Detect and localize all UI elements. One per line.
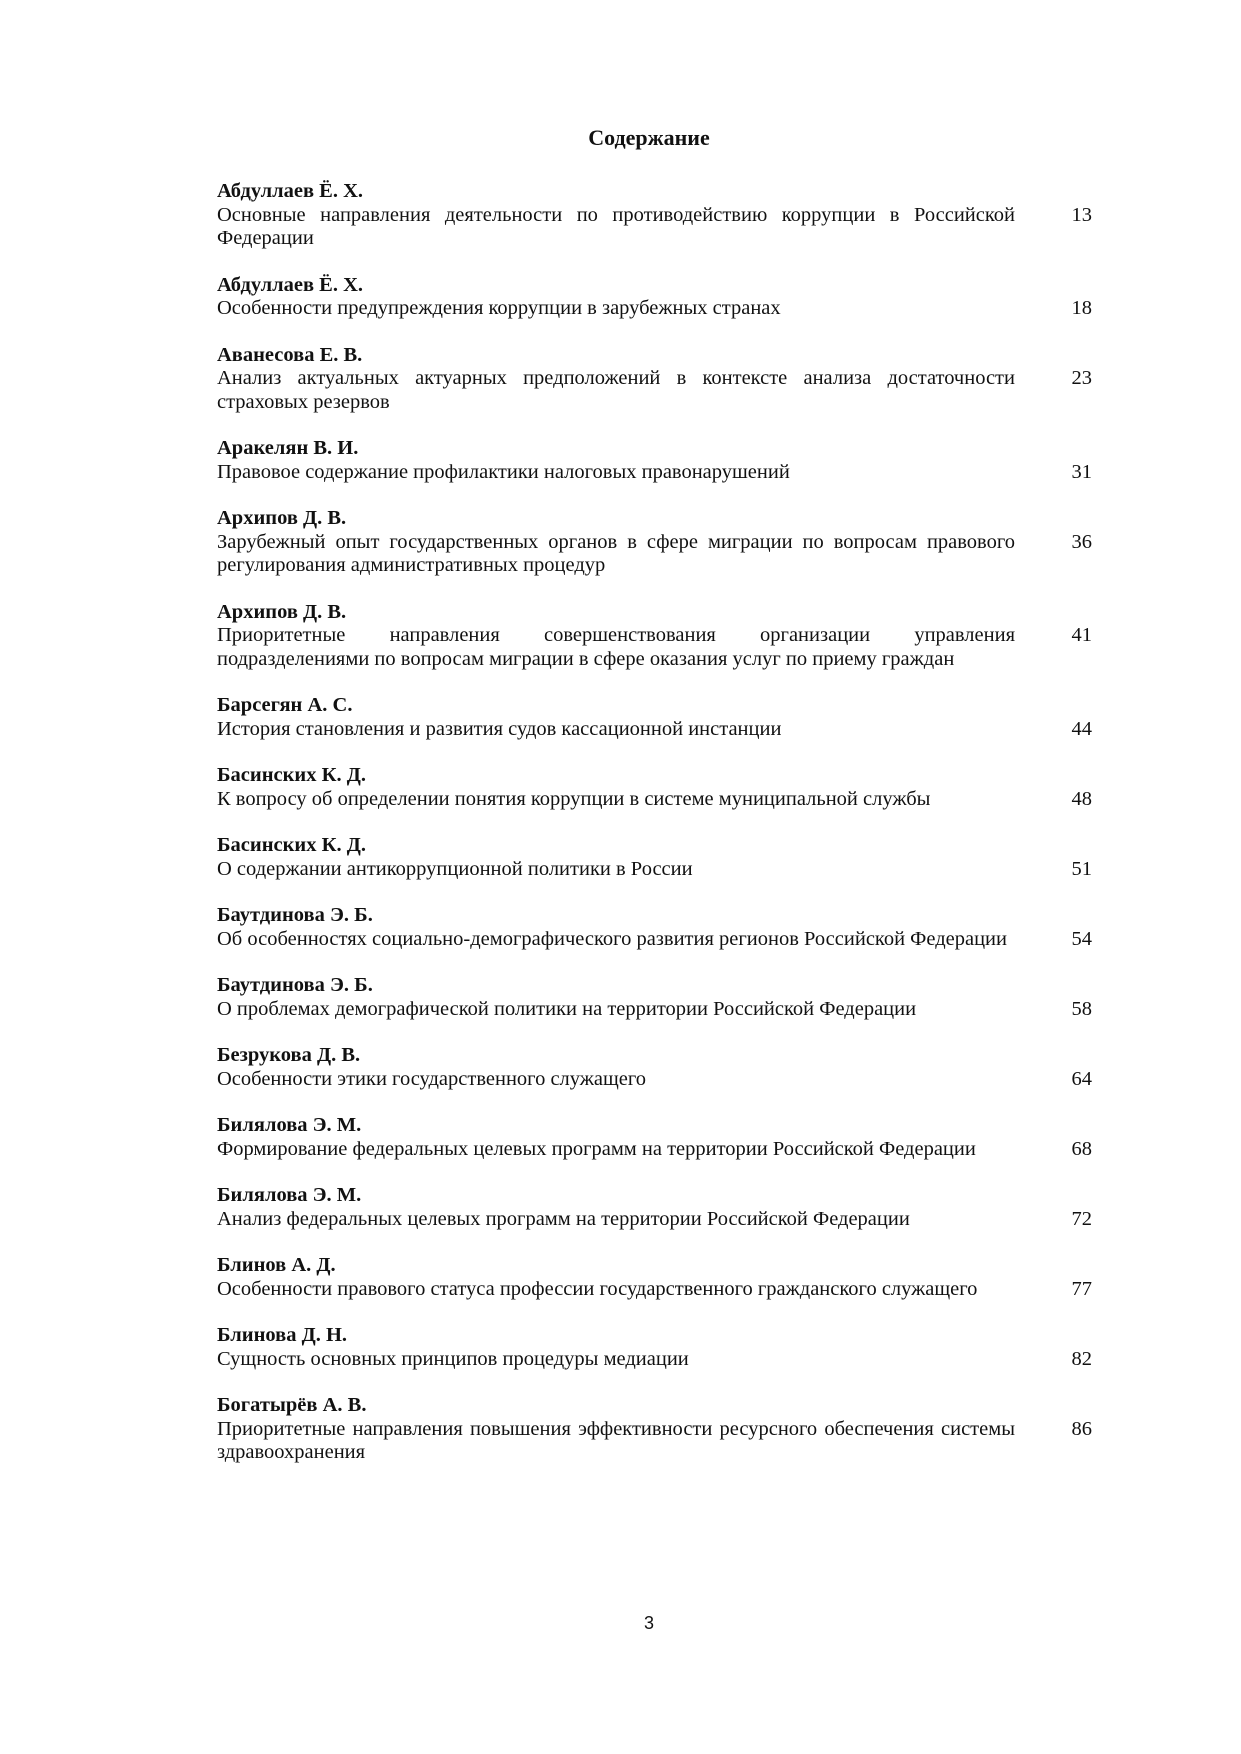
entry-title: О проблемах демографической политики на территории Российской Федерации — [217, 997, 917, 1020]
entry-author: Архипов Д. В. — [217, 507, 347, 529]
entry-author: Барсегян А. С. — [217, 694, 353, 716]
entry-author: Билялова Э. М. — [217, 1114, 362, 1136]
entry-author: Басинских К. Д. — [217, 764, 366, 786]
entry-page-number: 48 — [1071, 787, 1092, 810]
entry-author: Архипов Д. В. — [217, 600, 347, 623]
toc-entry — [217, 1114, 1092, 1161]
toc-entry — [217, 1394, 1092, 1465]
entry-page-number: 51 — [1071, 857, 1092, 880]
entry-page-number: 18 — [1071, 297, 1092, 319]
entry-title: Основные направления деятельности по противодействию коррупции в Российской Федерации — [217, 203, 1015, 249]
entry-title: Анализ актуальных актуарных предположений в контексте анализа достаточности страховых резервов — [217, 367, 1015, 413]
toc-entry — [217, 1184, 1092, 1231]
toc-entry — [217, 1044, 1092, 1091]
entry-title: Особенности правового статуса профессии государственного гражданского служащего — [217, 1277, 978, 1300]
entry-author: Баутдинова Э. Б. — [217, 974, 373, 996]
entry-title: Особенности этики государственного служащего — [217, 1067, 647, 1090]
toc-entry — [217, 507, 1092, 578]
entry-author: Баутдинова Э. Б. — [217, 904, 373, 926]
entry-page-number: 13 — [1071, 203, 1092, 226]
entry-title: Формирование федеральных целевых программ на территории Российской Федерации — [217, 1137, 976, 1160]
entry-author: Билялова Э. М. — [217, 1184, 362, 1206]
entry-title: Анализ федеральных целевых программ на территории Российской Федерации — [217, 1207, 910, 1230]
entry-page-number: 64 — [1071, 1067, 1092, 1090]
entry-page-number: 31 — [1071, 460, 1092, 483]
entry-author: Басинских К. Д. — [217, 834, 366, 856]
entry-author: Абдуллаев Ё. Х. — [217, 273, 364, 296]
entry-page-number: 86 — [1071, 1417, 1092, 1440]
toc-entry — [217, 694, 1092, 741]
entry-title: О содержании антикоррупционной политики в России — [217, 857, 693, 880]
toc-entry — [217, 974, 1092, 1021]
toc-entry — [217, 601, 1092, 672]
toc-entry — [217, 764, 1092, 811]
entry-page-number: 36 — [1071, 530, 1092, 553]
entry-author: Блинова Д. Н. — [217, 1324, 348, 1346]
toc-entry — [217, 904, 1092, 951]
entry-page-number: 54 — [1071, 927, 1092, 950]
entry-title: К вопросу об определении понятия коррупции в системе муниципальной службы — [217, 787, 931, 810]
entry-title: Приоритетные направления совершенствования организации управления подразделениями по вопросам миграции в сфере оказания услуг по приему граждан — [217, 624, 1015, 670]
entry-page-number: 23 — [1071, 367, 1092, 389]
entry-title: Зарубежный опыт государственных органов в сфере миграции по вопросам правового регулирования административных процедур — [217, 530, 1015, 576]
entry-title: Приоритетные направления повышения эффективности ресурсного обеспечения системы здравоохранения — [217, 1417, 1015, 1463]
entry-author: Аракелян В. И. — [217, 437, 359, 459]
page-title: Содержание — [588, 125, 710, 150]
entry-title: История становления и развития судов кассационной инстанции — [217, 717, 782, 740]
page-number-footer: 3 — [643, 1613, 654, 1633]
entry-author: Богатырёв А. В. — [217, 1394, 367, 1416]
entry-page-number: 82 — [1071, 1347, 1092, 1370]
toc-entry — [217, 344, 1092, 415]
entry-page-number: 77 — [1071, 1277, 1092, 1300]
entry-page-number: 41 — [1071, 624, 1092, 646]
entry-title: Правовое содержание профилактики налоговых правонарушений — [217, 460, 790, 483]
entry-author: Безрукова Д. В. — [217, 1044, 361, 1066]
entry-page-number: 68 — [1071, 1137, 1092, 1160]
toc-entry — [217, 1254, 1092, 1301]
toc-entry — [217, 437, 1092, 484]
toc-entry — [217, 274, 1092, 321]
toc-entry — [217, 834, 1092, 881]
entry-title: Особенности предупреждения коррупции в зарубежных странах — [217, 297, 781, 319]
entry-author: Абдуллаев Ё. Х. — [217, 180, 364, 202]
entry-title: Сущность основных принципов процедуры медиации — [217, 1347, 689, 1370]
entry-author: Аванесова Е. В. — [217, 343, 363, 366]
entry-page-number: 72 — [1071, 1207, 1092, 1230]
entry-author: Блинов А. Д. — [217, 1254, 336, 1276]
entry-page-number: 58 — [1071, 997, 1092, 1020]
table-of-contents — [217, 180, 1092, 1488]
entry-title: Об особенностях социально-демографического развития регионов Российской Федерации — [217, 927, 1007, 950]
toc-entry — [217, 1324, 1092, 1371]
entry-page-number: 44 — [1071, 717, 1092, 740]
toc-entry — [217, 180, 1092, 251]
